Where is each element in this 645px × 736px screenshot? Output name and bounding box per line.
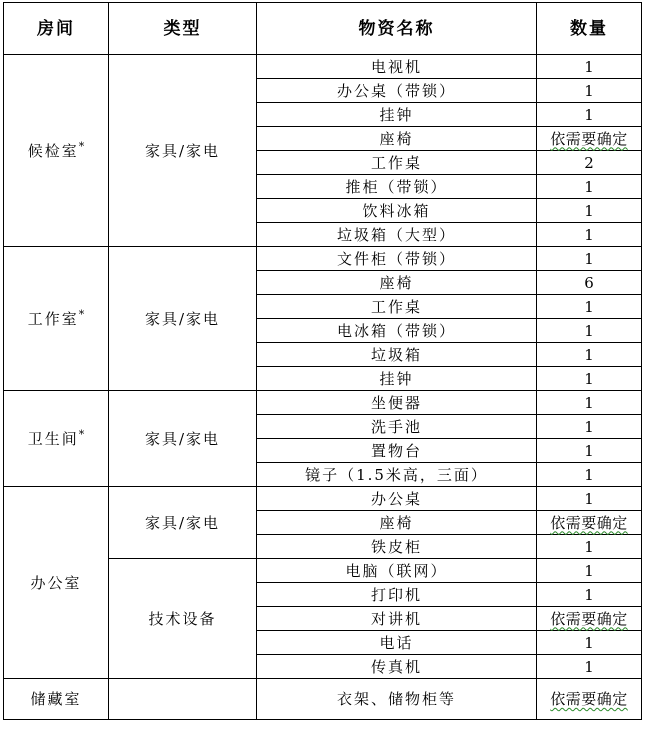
item-qty-cell [537, 631, 642, 655]
item-qty-cell [537, 103, 642, 127]
item-name-cell: 置物台 [257, 439, 537, 463]
item-qty-cell [537, 607, 642, 631]
qty-value: 1 [584, 249, 594, 268]
qty-value: 6 [584, 273, 594, 292]
item-qty-cell [537, 295, 642, 319]
table-body [4, 55, 642, 720]
item-qty-cell [537, 175, 642, 199]
header-qty: 数量 [537, 3, 642, 55]
qty-value: 1 [584, 177, 594, 196]
room-name: 卫生间 [27, 429, 79, 448]
room-cell [4, 487, 109, 679]
item-name-cell: 办公桌 [257, 487, 537, 511]
item-name-cell: 铁皮柜 [257, 535, 537, 559]
header-item: 物资名称 [257, 3, 537, 55]
room-cell [4, 679, 109, 720]
table-row [4, 487, 642, 511]
item-name-cell: 洗手池 [257, 415, 537, 439]
type-cell: 技术设备 [109, 559, 257, 679]
asterisk-mark: * [78, 139, 85, 153]
item-name-cell: 座椅 [257, 271, 537, 295]
qty-value: 1 [584, 585, 594, 604]
asterisk-mark: * [78, 307, 85, 321]
item-qty-cell [537, 271, 642, 295]
item-qty-cell [537, 391, 642, 415]
item-name-cell: 垃圾箱 [257, 343, 537, 367]
qty-value: 1 [584, 225, 594, 244]
qty-value: 1 [584, 105, 594, 124]
header-type: 类型 [109, 3, 257, 55]
qty-value: 1 [584, 441, 594, 460]
item-name-cell: 对讲机 [257, 607, 537, 631]
asterisk-mark: * [78, 427, 85, 441]
room-name: 办公室 [30, 573, 82, 592]
item-qty-cell [537, 487, 642, 511]
item-qty-cell [537, 463, 642, 487]
qty-value: 依需要确定 [550, 129, 628, 148]
item-name-cell: 打印机 [257, 583, 537, 607]
item-name-cell: 电话 [257, 631, 537, 655]
type-cell: 家具/家电 [109, 55, 257, 247]
item-qty-cell [537, 223, 642, 247]
item-name-cell: 办公桌（带锁） [257, 79, 537, 103]
item-name-cell: 传真机 [257, 655, 537, 679]
qty-value: 依需要确定 [550, 609, 628, 628]
item-qty-cell [537, 319, 642, 343]
item-qty-cell [537, 559, 642, 583]
item-qty-cell [537, 367, 642, 391]
item-name-cell: 电脑（联网） [257, 559, 537, 583]
qty-value: 依需要确定 [550, 690, 628, 708]
table-row [4, 391, 642, 415]
qty-value: 1 [584, 369, 594, 388]
qty-value: 1 [584, 537, 594, 556]
qty-value: 1 [584, 417, 594, 436]
qty-value: 1 [584, 297, 594, 316]
item-qty-cell [537, 199, 642, 223]
qty-value: 1 [584, 465, 594, 484]
type-cell: 家具/家电 [109, 487, 257, 559]
item-qty-cell [537, 79, 642, 103]
qty-value: 1 [584, 201, 594, 220]
item-qty-cell [537, 679, 642, 720]
item-name-cell: 电视机 [257, 55, 537, 79]
item-name-cell: 工作桌 [257, 151, 537, 175]
room-name: 工作室 [27, 309, 79, 328]
item-name-cell: 镜子（1.5米高，三面） [257, 463, 537, 487]
item-name-cell: 饮料冰箱 [257, 199, 537, 223]
room-cell [4, 55, 109, 247]
item-name-cell: 挂钟 [257, 367, 537, 391]
item-qty-cell [537, 535, 642, 559]
item-name-cell: 垃圾箱（大型） [257, 223, 537, 247]
qty-value: 1 [584, 561, 594, 580]
item-qty-cell [537, 511, 642, 535]
item-name-cell: 衣架、储物柜等 [257, 679, 537, 720]
qty-value: 1 [584, 81, 594, 100]
item-qty-cell [537, 583, 642, 607]
qty-value: 依需要确定 [550, 513, 628, 532]
item-qty-cell [537, 655, 642, 679]
qty-value: 1 [584, 345, 594, 364]
room-cell [4, 391, 109, 487]
item-qty-cell [537, 415, 642, 439]
room-name: 候检室 [27, 141, 79, 160]
item-qty-cell [537, 343, 642, 367]
item-qty-cell [537, 127, 642, 151]
item-name-cell: 坐便器 [257, 391, 537, 415]
item-qty-cell [537, 247, 642, 271]
item-name-cell: 座椅 [257, 511, 537, 535]
item-name-cell: 电冰箱（带锁） [257, 319, 537, 343]
room-name: 储藏室 [30, 690, 82, 708]
item-name-cell: 推柜（带锁） [257, 175, 537, 199]
type-cell [109, 679, 257, 720]
materials-table [3, 2, 642, 720]
table-row [4, 679, 642, 720]
item-name-cell: 座椅 [257, 127, 537, 151]
qty-value: 1 [584, 321, 594, 340]
qty-value: 1 [584, 657, 594, 676]
qty-value: 1 [584, 489, 594, 508]
item-name-cell: 文件柜（带锁） [257, 247, 537, 271]
item-qty-cell [537, 439, 642, 463]
qty-value: 2 [584, 153, 594, 172]
item-name-cell: 工作桌 [257, 295, 537, 319]
qty-value: 1 [584, 57, 594, 76]
qty-value: 1 [584, 393, 594, 412]
type-cell: 家具/家电 [109, 247, 257, 391]
header-room: 房间 [4, 3, 109, 55]
header-row [4, 3, 642, 55]
table-row [4, 247, 642, 271]
item-name-cell: 挂钟 [257, 103, 537, 127]
table-row [4, 55, 642, 79]
type-cell: 家具/家电 [109, 391, 257, 487]
item-qty-cell [537, 151, 642, 175]
item-qty-cell [537, 55, 642, 79]
room-cell [4, 247, 109, 391]
qty-value: 1 [584, 633, 594, 652]
